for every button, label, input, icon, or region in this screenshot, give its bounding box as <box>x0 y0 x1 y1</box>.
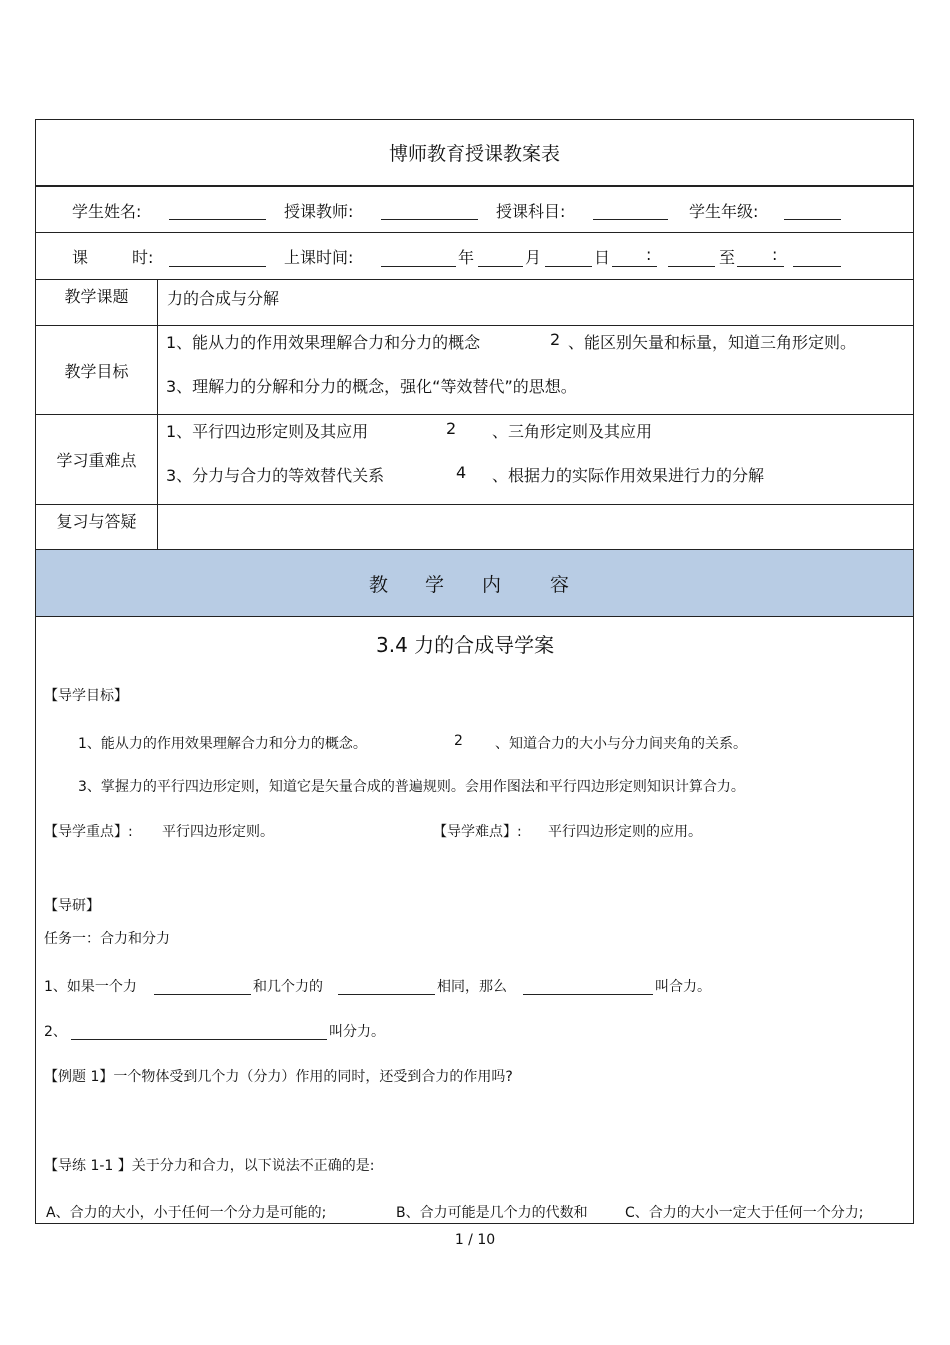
day-field[interactable] <box>545 266 592 267</box>
year-label: 年 <box>458 248 475 267</box>
exercise-1-1: 【导练 1-1 】关于分力和合力，以下说法不正确的是: <box>44 1158 375 1174</box>
guide-goal-header: 【导学目标】 <box>44 688 128 704</box>
question-2-part-a: 2、 <box>44 1024 67 1040</box>
page-number: 1 / 10 <box>454 1232 496 1248</box>
banner-char-2: 学 <box>425 574 445 596</box>
question-2-blank[interactable] <box>71 1039 327 1040</box>
question-1-blank-2[interactable] <box>338 994 435 995</box>
research-header: 【导研】 <box>44 898 100 914</box>
day-label: 日 <box>594 248 611 267</box>
goals-label: 教学目标 <box>36 326 158 414</box>
page-title: 博师教育授课教案表 <box>388 143 560 165</box>
key-point-3: 3、分力与合力的等效替代关系 <box>166 466 385 485</box>
info-row-1 <box>36 187 913 233</box>
content-area <box>36 617 913 1223</box>
subject-label: 授课科目: <box>496 202 566 221</box>
banner-char-3: 内 <box>482 574 502 596</box>
guide-goal-2: 、知道合力的大小与分力间夹角的关系。 <box>495 736 747 752</box>
key-point-2: 、三角形定则及其应用 <box>492 422 653 441</box>
key-points-row <box>36 415 913 505</box>
end-minute-field[interactable] <box>793 266 841 267</box>
goal-2: 、能区别矢量和标量，知道三角形定则。 <box>568 333 857 352</box>
key-point-2-number: 2 <box>446 419 457 438</box>
key-point-1: 1、平行四边形定则及其应用 <box>166 422 369 441</box>
start-time-field[interactable] <box>612 266 657 267</box>
banner-char-1: 教 <box>369 574 389 596</box>
month-field[interactable] <box>478 266 523 267</box>
goal-3: 3、理解力的分解和分力的概念，强化“等效替代”的思想。 <box>166 377 577 396</box>
topic-label: 教学课题 <box>36 280 158 325</box>
focus-value: 平行四边形定则。 <box>162 824 274 840</box>
teacher-field[interactable] <box>381 219 478 220</box>
student-name-field[interactable] <box>169 219 266 220</box>
question-1-blank-1[interactable] <box>154 994 251 995</box>
teacher-label: 授课教师: <box>284 202 354 221</box>
question-2-part-b: 叫分力。 <box>329 1024 385 1040</box>
table-title-row <box>36 120 913 187</box>
grade-field[interactable] <box>784 219 841 220</box>
start-minute-field[interactable] <box>668 266 715 267</box>
grade-label: 学生年级: <box>689 202 759 221</box>
end-time-colon: : <box>772 245 778 264</box>
review-label: 复习与答疑 <box>36 505 158 549</box>
to-label: 至 <box>719 248 736 267</box>
hours-label-part1: 课 <box>72 248 89 267</box>
goals-row <box>36 326 913 415</box>
difficulty-value: 平行四边形定则的应用。 <box>548 824 702 840</box>
question-1-part-d: 叫合力。 <box>655 979 711 995</box>
example-1: 【例题 1】一个物体受到几个力（分力）作用的同时，还受到合力的作用吗? <box>44 1069 513 1085</box>
question-1-part-c: 相同，那么 <box>437 979 507 995</box>
end-time-field[interactable] <box>737 266 784 267</box>
year-field[interactable] <box>381 266 456 267</box>
goal-1: 1、能从力的作用效果理解合力和分力的概念 <box>166 333 481 352</box>
guide-goal-3: 3、掌握力的平行四边形定则，知道它是矢量合成的普遍规则。会用作图法和平行四边形定则知识计算合力。 <box>78 779 745 795</box>
option-a: A、合力的大小，小于任何一个分力是可能的; <box>46 1205 327 1221</box>
focus-label: 【导学重点】: <box>44 824 133 840</box>
guide-goal-2-number: 2 <box>454 733 463 749</box>
question-1-part-a: 1、如果一个力 <box>44 979 137 995</box>
lesson-plan-table <box>35 119 914 1224</box>
key-points-label: 学习重难点 <box>36 415 158 504</box>
option-b: B、合力可能是几个力的代数和 <box>396 1205 588 1221</box>
teaching-content-banner <box>36 550 913 617</box>
info-row-2 <box>36 233 913 280</box>
topic-row <box>36 280 913 326</box>
option-c: C、合力的大小一定大于任何一个分力; <box>625 1205 864 1221</box>
task-1-title: 任务一：合力和分力 <box>44 931 170 947</box>
hours-label-part2: 时: <box>132 248 154 267</box>
month-label: 月 <box>525 248 542 267</box>
guide-goal-1: 1、能从力的作用效果理解合力和分力的概念。 <box>78 736 367 752</box>
difficulty-label: 【导学难点】: <box>433 824 522 840</box>
start-time-colon: : <box>646 245 652 264</box>
student-name-label: 学生姓名: <box>72 202 142 221</box>
topic-value: 力的合成与分解 <box>167 289 280 308</box>
banner-char-4: 容 <box>550 574 570 596</box>
review-row <box>36 505 913 550</box>
class-time-label: 上课时间: <box>284 248 354 267</box>
question-1-part-b: 和几个力的 <box>253 979 323 995</box>
hours-field[interactable] <box>169 266 266 267</box>
key-point-4-number: 4 <box>456 463 467 482</box>
question-1-blank-3[interactable] <box>523 994 653 995</box>
key-point-4: 、根据力的实际作用效果进行力的分解 <box>492 466 765 485</box>
section-title: 3.4 力的合成导学案 <box>376 633 555 657</box>
goal-2-number: 2 <box>550 330 561 349</box>
subject-field[interactable] <box>593 219 668 220</box>
